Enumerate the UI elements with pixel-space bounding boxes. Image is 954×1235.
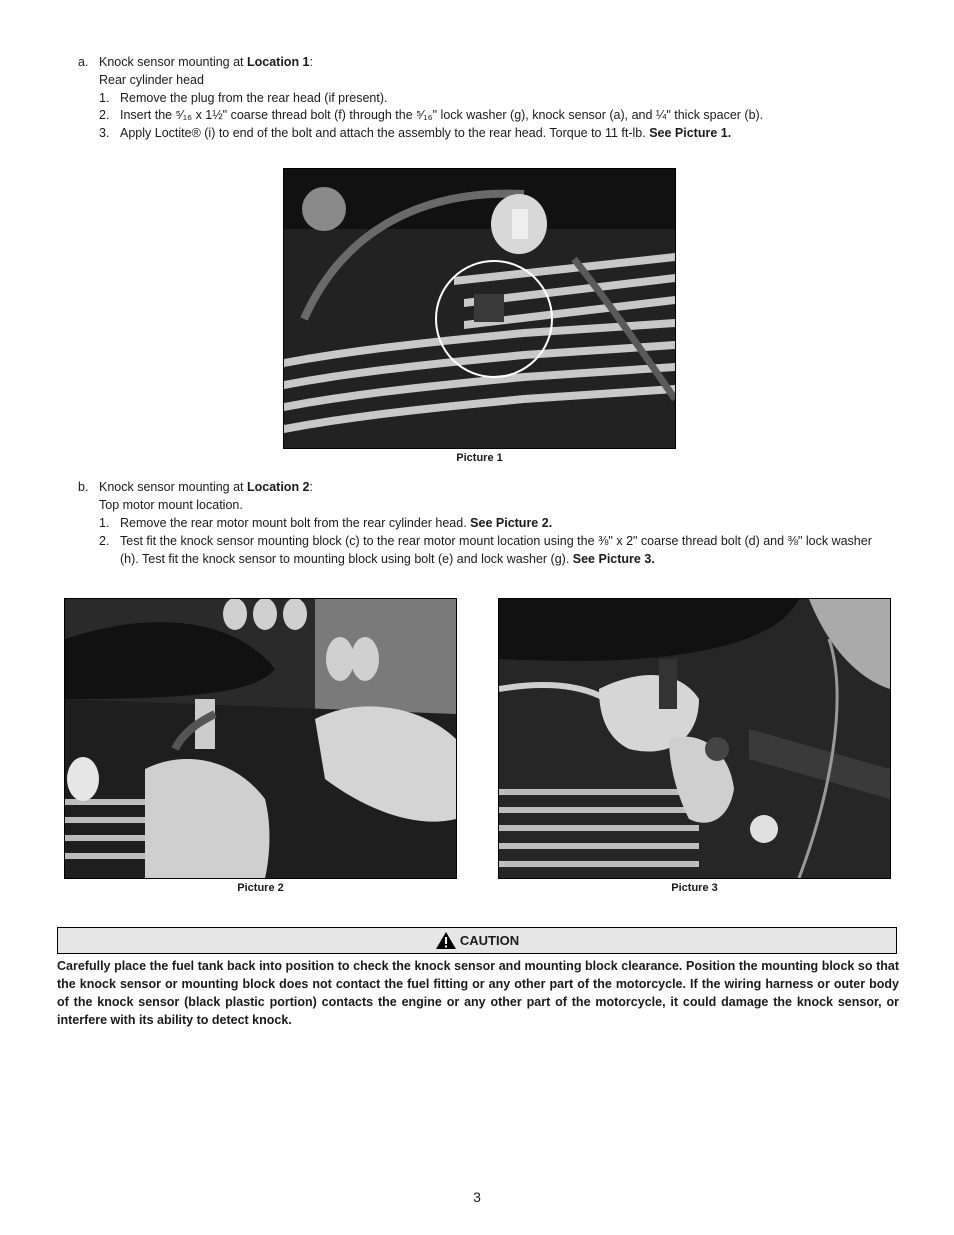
section-a-heading-suffix: : [309, 55, 313, 69]
caution-header [57, 927, 897, 954]
picture-3-caption: Picture 3 [671, 882, 718, 894]
section-b-heading [99, 478, 313, 496]
step-text-reference: See Picture 3. [572, 552, 655, 566]
step-text-body: Test fit the knock sensor mounting block (c) to the rear motor mount location using the ⅜" x 2" coarse thread bolt (d) and ⅜" lock washer (h). Test fit the knock sensor to mounting block using bolt (e) and lock washer (g). [120, 534, 872, 566]
step-number: 1. [99, 516, 110, 530]
page-number: 3 [473, 1189, 481, 1205]
step-text-reference: See Picture 1. [649, 126, 732, 140]
step-text-body: Remove the rear motor mount bolt from the rear cylinder head. [120, 516, 471, 530]
step-text [120, 514, 884, 532]
picture-1-caption: Picture 1 [456, 452, 503, 464]
picture-2-caption: Picture 2 [237, 882, 284, 894]
step-number: 3. [99, 126, 110, 140]
section-a-heading [99, 53, 313, 71]
section-a-heading-prefix: Knock sensor mounting at [99, 55, 247, 69]
caution-label: CAUTION [459, 932, 520, 948]
step-text [120, 124, 884, 142]
section-b-heading-suffix: : [309, 480, 313, 494]
step-text [120, 89, 884, 107]
step-number: 2. [99, 108, 110, 122]
step-text-body: Insert the ⁵⁄₁₆ x 1½" coarse thread bolt (f) through the ⁵⁄₁₆" lock washer (g), knock sensor (a), and ¼" thick spacer (b). [120, 108, 764, 122]
step-text-reference: See Picture 2. [470, 516, 553, 530]
warning-triangle-icon [435, 931, 457, 950]
step-text-body: Remove the plug from the rear head (if present). [120, 91, 388, 105]
caution-text: Carefully place the fuel tank back into position to check the knock sensor and mounting block clearance. Position the mounting block so that the knock sensor or mounting block does not contact the fuel fitting or any other part of the motorcycle. If the wiring harness or outer body of the knock sensor (black plastic portion) contacts the engine or any other part of the motorcycle, it could damage the knock sensor, or interfere with its ability to detect knock. [57, 959, 899, 1027]
section-b-heading-prefix: Knock sensor mounting at [99, 480, 247, 494]
section-a-marker: a. [78, 55, 89, 69]
section-a-heading-location: Location 1 [247, 55, 310, 69]
picture-1-photo [283, 168, 676, 449]
step-text [120, 106, 884, 124]
section-b-heading-location: Location 2 [247, 480, 310, 494]
step-text-body: Apply Loctite® (i) to end of the bolt and attach the assembly to the rear head. Torque to 11 ft-lb. [120, 126, 650, 140]
picture-3-photo [498, 598, 891, 879]
step-text [120, 532, 874, 568]
step-number: 2. [99, 534, 110, 548]
step-number: 1. [99, 91, 110, 105]
picture-2-photo [64, 598, 457, 879]
section-b-marker: b. [78, 480, 89, 494]
section-b-subheading: Top motor mount location. [99, 498, 243, 512]
section-a-subheading: Rear cylinder head [99, 73, 204, 87]
